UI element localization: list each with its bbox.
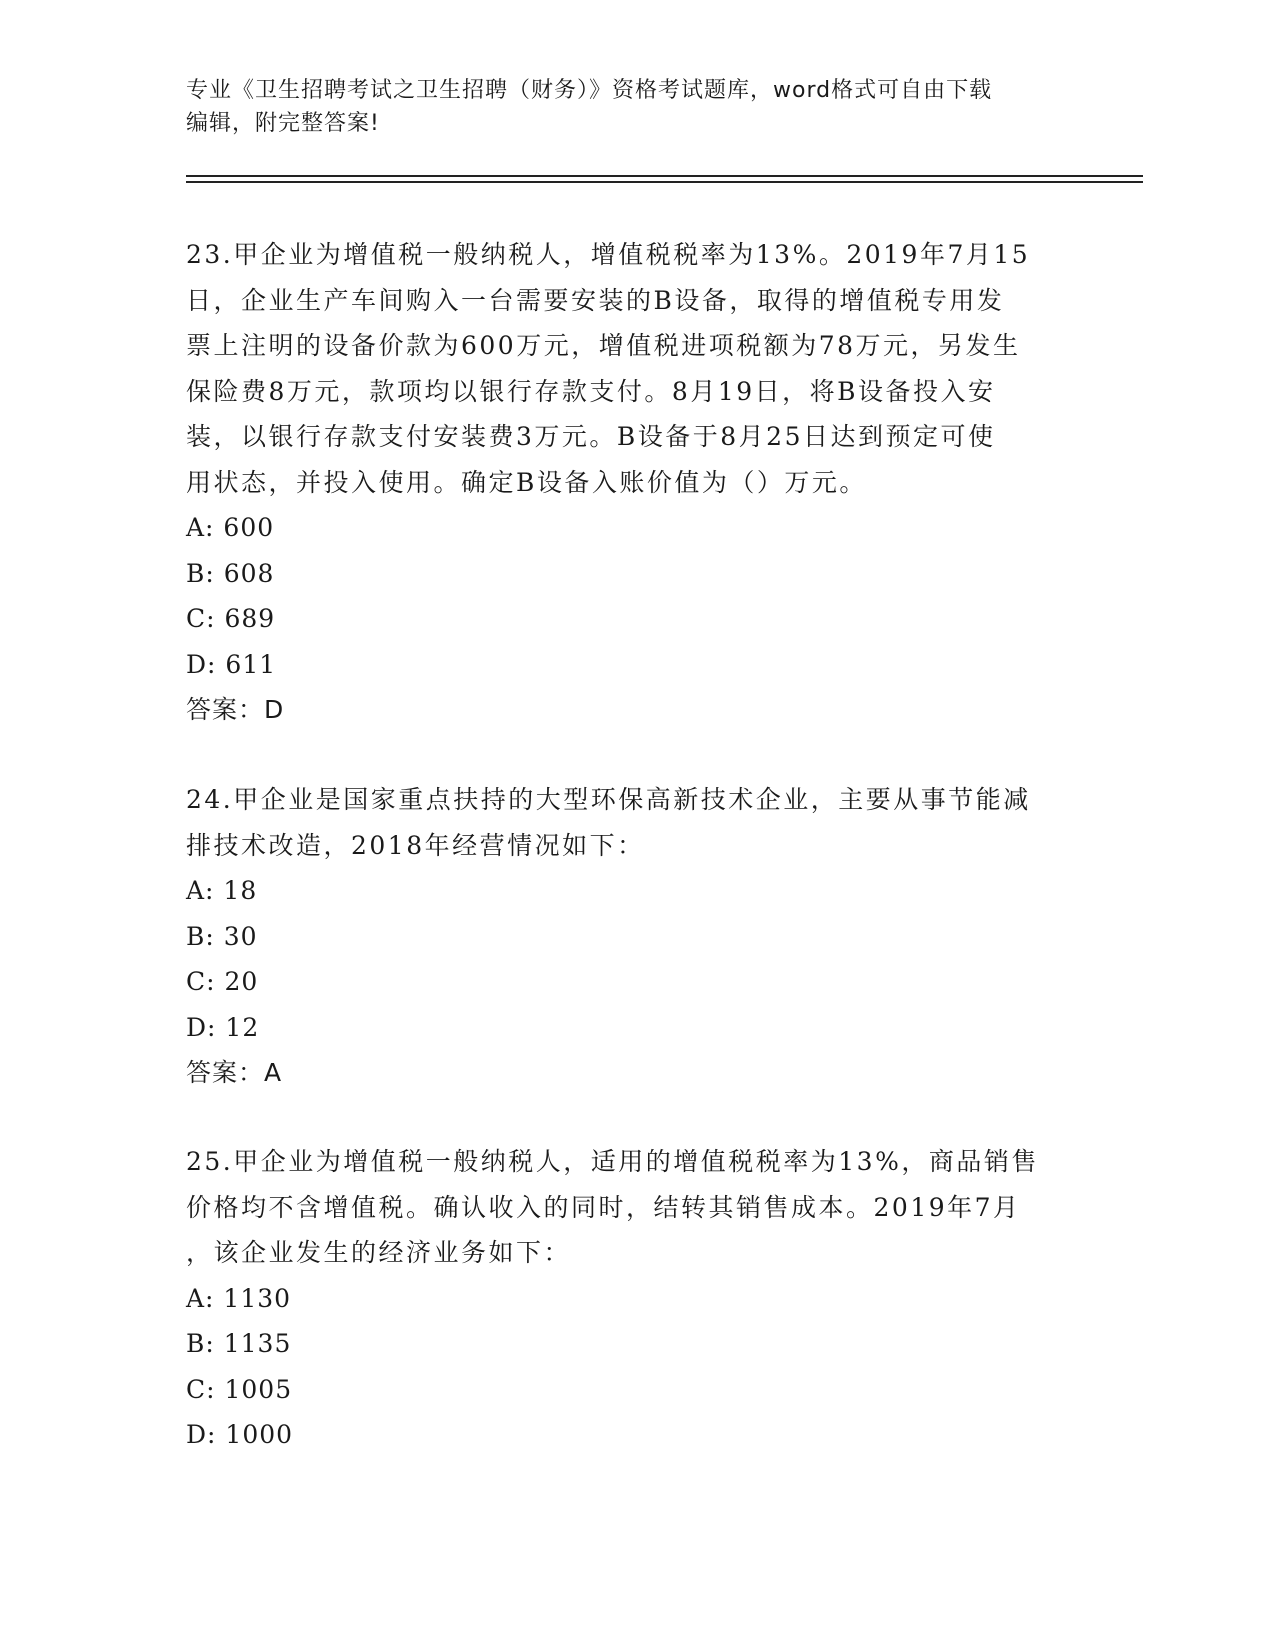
header-divider-bottom — [186, 181, 1143, 183]
document-header — [186, 74, 1086, 140]
question-line: 23.甲企业为增值税一般纳税人，增值税税率为13%。2019年7月15 — [186, 240, 1031, 269]
option-a: A: 18 — [186, 876, 258, 905]
option-a: A: 1130 — [186, 1283, 292, 1313]
option-d: D: 611 — [186, 649, 277, 679]
question-line: 用状态，并投入使用。确定B设备入账价值为（）万元。 — [186, 467, 867, 497]
option-c: C: 20 — [186, 967, 259, 996]
question-line: 保险费8万元，款项均以银行存款支付。8月19日，将B设备投入安 — [186, 376, 996, 406]
header-divider-top — [186, 175, 1143, 177]
question-line: 25.甲企业为增值税一般纳税人，适用的增值税税率为13%，商品销售 — [186, 1147, 1039, 1176]
answer-label: 答案：D — [186, 695, 285, 724]
option-d: D: 1000 — [186, 1420, 294, 1449]
option-c: C: 1005 — [186, 1374, 293, 1404]
header-line-1: 专业《卫生招聘考试之卫生招聘（财务）》资格考试题库，word格式可自由下载 — [186, 78, 993, 103]
option-d: D: 12 — [186, 1012, 260, 1042]
question-line: 价格均不含增值税。确认收入的同时，结转其销售成本。2019年7月 — [186, 1192, 1021, 1222]
option-b: B: 30 — [186, 921, 258, 951]
question-line: 24.甲企业是国家重点扶持的大型环保高新技术企业，主要从事节能减 — [186, 785, 1031, 814]
question-24 — [186, 777, 1066, 1096]
question-line: ，该企业发生的经济业务如下： — [186, 1238, 572, 1267]
question-line: 装，以银行存款支付安装费3万元。B设备于8月25日达到预定可使 — [186, 422, 996, 451]
question-line: 票上注明的设备价款为600万元，增值税进项税额为78万元，另发生 — [186, 331, 1021, 360]
option-a: A: 600 — [186, 513, 275, 542]
option-b: B: 1135 — [186, 1329, 292, 1358]
question-23 — [186, 232, 1066, 733]
question-line: 排技术改造，2018年经营情况如下： — [186, 830, 645, 860]
option-b: B: 608 — [186, 558, 275, 588]
header-line-2: 编辑，附完整答案! — [186, 111, 380, 136]
answer-label: 答案：A — [186, 1058, 283, 1087]
question-line: 日，企业生产车间购入一台需要安装的B设备，取得的增值税专用发 — [186, 285, 1005, 315]
option-c: C: 689 — [186, 604, 276, 633]
question-25 — [186, 1139, 1066, 1458]
